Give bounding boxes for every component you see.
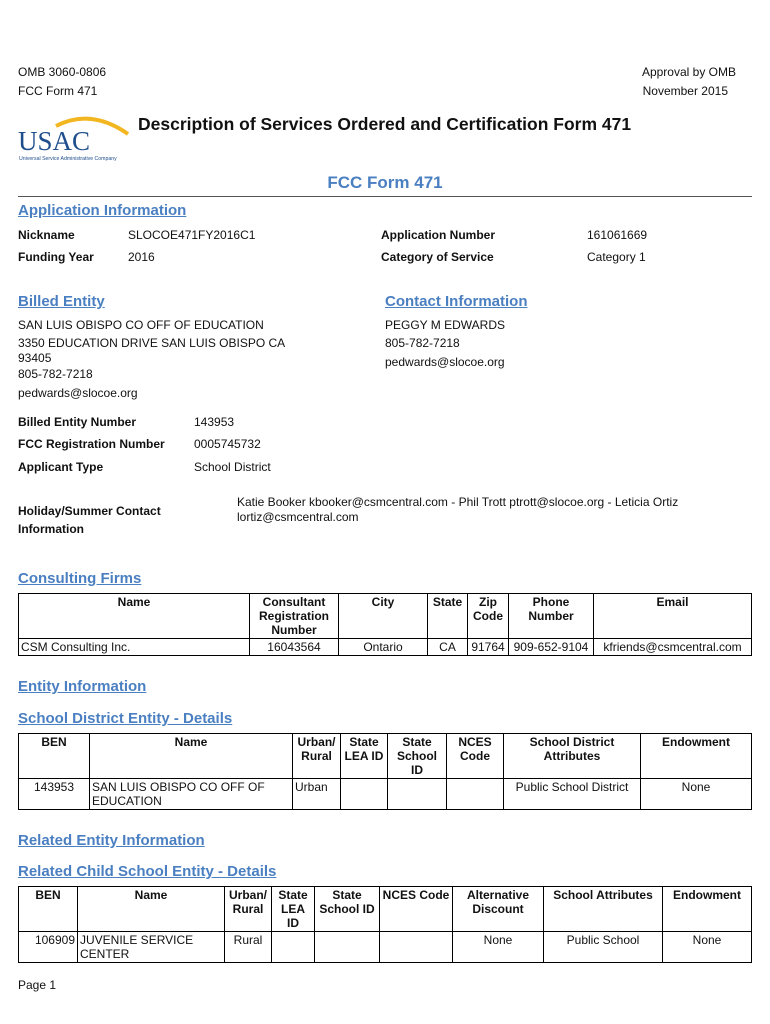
table-row (19, 779, 752, 810)
page-number: Page 1 (18, 978, 57, 992)
col-state-lea: State LEA ID (341, 734, 388, 779)
cell-ben: 106909 (19, 932, 78, 963)
cell-phone: 909-652-9104 (509, 639, 594, 656)
form-number: FCC Form 471 (18, 84, 98, 98)
col-nces: NCES Code (380, 887, 453, 932)
cell-zip: 91764 (468, 639, 509, 656)
billed-entity-heading: Billed Entity (18, 293, 105, 310)
cell-alternative-discount: None (453, 932, 544, 963)
billed-entity-name: SAN LUIS OBISPO CO OFF OF EDUCATION (18, 318, 264, 332)
col-zip: Zip Code (468, 594, 509, 639)
col-endowment: Endowment (663, 887, 752, 932)
col-urban-rural: Urban/ Rural (225, 887, 272, 932)
title-divider (18, 196, 752, 197)
omb-number: OMB 3060-0806 (18, 65, 107, 79)
table-row (19, 932, 752, 963)
nickname-value: SLOCOE471FY2016C1 (128, 228, 256, 242)
col-school-attributes: School Attributes (544, 887, 663, 932)
holiday-contact-value-2: lortiz@csmcentral.com (237, 510, 359, 524)
cell-consultant-reg: 16043564 (250, 639, 339, 656)
application-number-label: Application Number (381, 228, 496, 242)
consulting-firms-heading: Consulting Firms (18, 570, 142, 587)
col-state-school-id: State School ID (315, 887, 380, 932)
cell-name: SAN LUIS OBISPO CO OFF OF EDUCATION (90, 779, 293, 810)
contact-email: pedwards@slocoe.org (385, 355, 505, 369)
usac-logo (16, 112, 134, 164)
col-name: Name (78, 887, 225, 932)
approval-date: November 2015 (642, 84, 728, 98)
school-district-table (18, 733, 752, 810)
cell-school-attributes: Public School (544, 932, 663, 963)
ben-value: 143953 (194, 415, 235, 429)
cell-endowment: None (641, 779, 752, 810)
funding-year-value: 2016 (128, 250, 155, 264)
col-nces: NCES Code (447, 734, 504, 779)
nickname-label: Nickname (18, 228, 75, 242)
category-label: Category of Service (381, 250, 494, 264)
col-urban-rural: Urban/ Rural (293, 734, 341, 779)
col-email: Email (594, 594, 752, 639)
contact-name: PEGGY M EDWARDS (385, 318, 506, 332)
cell-state-lea (341, 779, 388, 810)
funding-year-label: Funding Year (18, 250, 94, 264)
holiday-contact-label-1: Holiday/Summer Contact (18, 504, 161, 518)
col-city: City (339, 594, 428, 639)
billed-entity-email: pedwards@slocoe.org (18, 386, 138, 400)
cell-state: CA (428, 639, 468, 656)
col-state-lea: State LEA ID (272, 887, 315, 932)
cell-name: JUVENILE SERVICE CENTER (78, 932, 225, 963)
applicant-type-label: Applicant Type (18, 460, 104, 474)
col-alternative-discount: Alternative Discount (453, 887, 544, 932)
col-ben: BEN (19, 887, 78, 932)
ben-label: Billed Entity Number (18, 415, 137, 429)
billed-entity-zip: 93405 (18, 351, 52, 365)
col-state-school-id: State School ID (388, 734, 447, 779)
billed-entity-address: 3350 EDUCATION DRIVE SAN LUIS OBISPO CA (18, 336, 286, 350)
cell-state-school-id (315, 932, 380, 963)
application-number-value: 161061669 (587, 228, 648, 242)
table-header-row (19, 734, 752, 779)
billed-entity-phone: 805-782-7218 (18, 367, 93, 381)
cell-urban-rural: Urban (293, 779, 341, 810)
col-phone: Phone Number (509, 594, 594, 639)
cell-district-attributes: Public School District (504, 779, 641, 810)
cell-nces (380, 932, 453, 963)
cell-city: Ontario (339, 639, 428, 656)
entity-info-heading: Entity Information (18, 678, 147, 695)
form-subtitle: FCC Form 471 (327, 173, 443, 192)
school-district-heading: School District Entity - Details (18, 710, 233, 727)
col-ben: BEN (19, 734, 90, 779)
cell-endowment: None (663, 932, 752, 963)
applicant-type-value: School District (194, 460, 271, 474)
table-header-row (19, 594, 752, 639)
cell-nces (447, 779, 504, 810)
logo-subtext: Universal Service Administrative Company (19, 156, 117, 162)
application-info-heading: Application Information (18, 202, 187, 219)
cell-state-school-id (388, 779, 447, 810)
holiday-contact-value-1: Katie Booker kbooker@csmcentral.com - Phil Trott ptrott@slocoe.org - Leticia Ortiz (237, 495, 679, 509)
col-state: State (428, 594, 468, 639)
table-row (19, 639, 752, 656)
category-value: Category 1 (587, 250, 646, 264)
col-endowment: Endowment (641, 734, 752, 779)
col-consultant-reg: Consultant Registration Number (250, 594, 339, 639)
cell-urban-rural: Rural (225, 932, 272, 963)
cell-ben: 143953 (19, 779, 90, 810)
cell-name: CSM Consulting Inc. (19, 639, 250, 656)
related-child-table (18, 886, 752, 963)
col-name: Name (90, 734, 293, 779)
fcc-registration-label: FCC Registration Number (18, 437, 165, 451)
logo-wordmark: USAC (18, 126, 91, 156)
consulting-firms-table (18, 593, 752, 656)
contact-phone: 805-782-7218 (385, 336, 460, 350)
related-entity-heading: Related Entity Information (18, 832, 205, 849)
holiday-contact-label-2: Information (18, 522, 84, 536)
contact-info-heading: Contact Information (385, 293, 528, 310)
cell-state-lea (272, 932, 315, 963)
table-header-row (19, 887, 752, 932)
approval-text: Approval by OMB (641, 65, 736, 79)
fcc-registration-value: 0005745732 (194, 437, 261, 451)
page-title: Description of Services Ordered and Certification Form 471 (138, 114, 632, 134)
related-child-heading: Related Child School Entity - Details (18, 863, 277, 880)
col-district-attributes: School District Attributes (504, 734, 641, 779)
col-name: Name (19, 594, 250, 639)
cell-email: kfriends@csmcentral.com (594, 639, 752, 656)
